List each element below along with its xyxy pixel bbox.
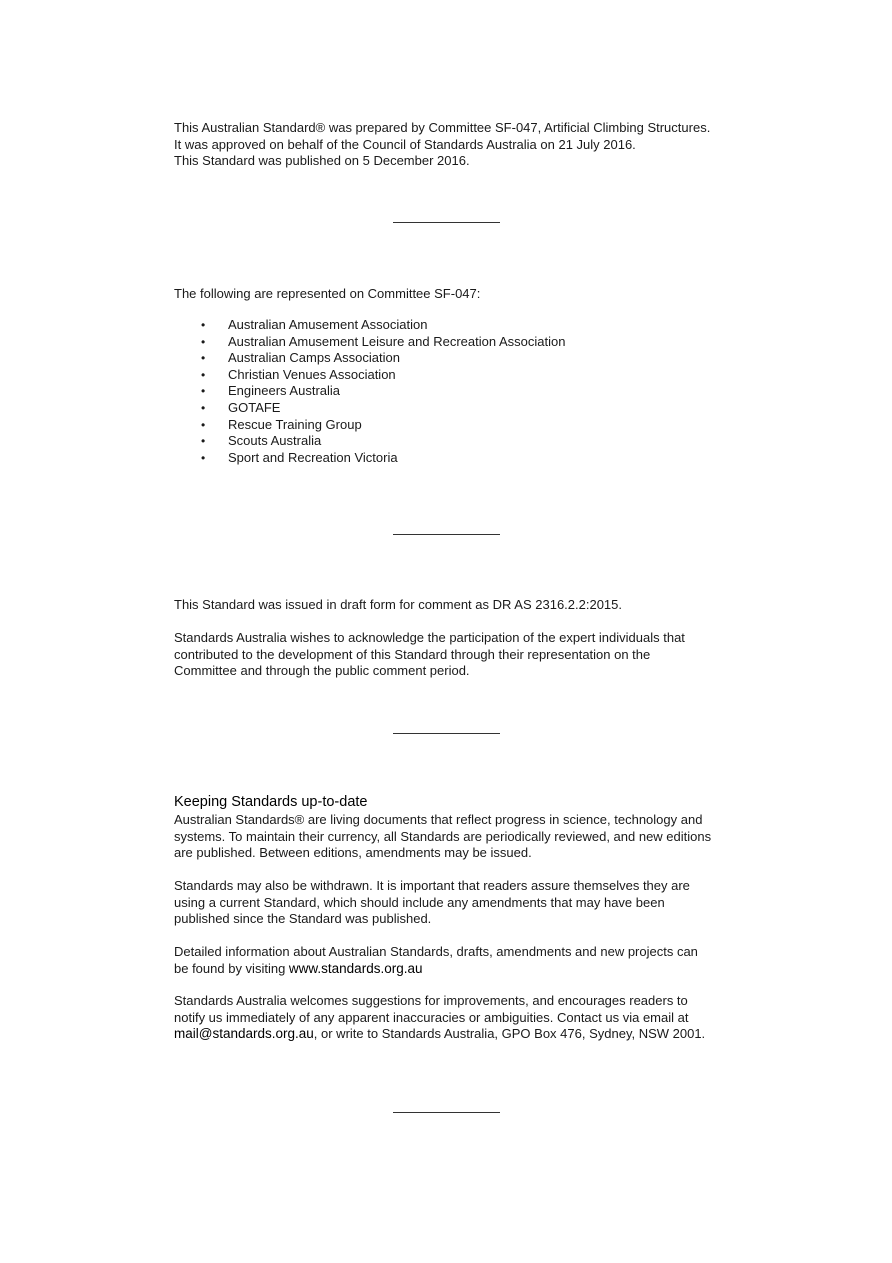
list-item: [174, 317, 565, 334]
member-name: Australian Amusement Leisure and Recreation Association: [228, 333, 566, 349]
preparation-statement: [174, 120, 734, 170]
keeping-p3-line-2: [174, 961, 734, 978]
keeping-p2-line-3: published since the Standard was published.: [174, 911, 432, 926]
list-item: [174, 433, 565, 450]
keeping-p3-prefix: be found by visiting: [174, 960, 289, 976]
list-item: [174, 367, 565, 384]
list-item: [174, 334, 565, 351]
keeping-p2-line-1: Standards may also be withdrawn. It is important that readers assure themselves they are: [174, 878, 690, 893]
acknowledgement-line-1: Standards Australia wishes to acknowledge the participation of the expert individuals that: [174, 630, 685, 645]
standards-website-link[interactable]: www.standards.org.au: [288, 960, 423, 976]
list-item: [174, 350, 565, 367]
member-name: Australian Camps Association: [228, 350, 400, 366]
acknowledgement-line-3: Committee and through the public comment period.: [174, 663, 470, 678]
member-name: Scouts Australia: [228, 433, 322, 449]
preparation-line-3: This Standard was published on 5 December 2016.: [174, 153, 470, 168]
acknowledgement-paragraph: [174, 630, 734, 680]
keeping-p4-line-2: notify us immediately of any apparent inaccuracies or ambiguities. Contact us via email at: [174, 1009, 689, 1025]
list-item: [174, 450, 565, 467]
member-name: Christian Venues Association: [228, 366, 396, 382]
keeping-paragraph-2: [174, 878, 734, 928]
keeping-p1-line-1: Australian Standards® are living documents that reflect progress in science, technology and: [174, 812, 703, 827]
committee-intro-text: The following are represented on Committee SF-047:: [174, 286, 481, 301]
bullet-icon: •: [201, 417, 206, 432]
bullet-icon: •: [201, 351, 206, 366]
keeping-paragraph-1: [174, 812, 734, 862]
list-item: [174, 400, 565, 417]
keeping-paragraph-3: [174, 944, 734, 977]
preparation-line-2: It was approved on behalf of the Council of Standards Australia on 21 July 2016.: [174, 136, 636, 152]
list-item: [174, 383, 565, 400]
keeping-standards-heading: Keeping Standards up-to-date: [174, 794, 368, 810]
section-divider: [393, 1112, 500, 1113]
keeping-p3-line-1: Detailed information about Australian Standards, drafts, amendments and new projects can: [174, 944, 698, 959]
section-divider: [393, 534, 500, 535]
keeping-p4-line-1: Standards Australia welcomes suggestions for improvements, and encourages readers to: [174, 993, 688, 1008]
section-divider: [393, 733, 500, 734]
committee-intro: [174, 286, 734, 303]
bullet-icon: •: [201, 367, 206, 382]
bullet-icon: •: [201, 334, 206, 349]
keeping-p2-line-2: using a current Standard, which should include any amendments that may have been: [174, 894, 665, 910]
draft-statement: [174, 597, 734, 614]
section-divider: [393, 222, 500, 223]
bullet-icon: •: [201, 434, 206, 449]
member-name: GOTAFE: [228, 399, 281, 415]
preparation-line-1: This Australian Standard® was prepared by Committee SF-047, Artificial Climbing Structures.: [174, 120, 711, 135]
member-name: Australian Amusement Association: [228, 317, 428, 332]
member-name: Rescue Training Group: [228, 416, 362, 432]
bullet-icon: •: [201, 450, 206, 465]
bullet-icon: •: [201, 384, 206, 399]
bullet-icon: •: [201, 400, 206, 415]
keeping-p4-suffix: , or write to Standards Australia, GPO Box 476, Sydney, NSW 2001.: [313, 1026, 706, 1041]
keeping-paragraph-4: [174, 993, 734, 1043]
member-name: Sport and Recreation Victoria: [228, 449, 398, 465]
member-name: Engineers Australia: [228, 383, 341, 399]
contact-email-link[interactable]: mail@standards.org.au: [174, 1026, 314, 1041]
draft-line: This Standard was issued in draft form for comment as DR AS 2316.2.2:2015.: [174, 597, 622, 612]
keeping-p1-line-2: systems. To maintain their currency, all Standards are periodically reviewed, and new editions: [174, 828, 712, 844]
keeping-p1-line-3: are published. Between editions, amendments may be issued.: [174, 845, 532, 860]
bullet-icon: •: [201, 318, 206, 332]
committee-member-list: [174, 317, 565, 466]
keeping-p4-line-3: [174, 1026, 734, 1043]
list-item: [174, 417, 565, 434]
acknowledgement-line-2: contributed to the development of this Standard through their representation on the: [174, 646, 651, 662]
